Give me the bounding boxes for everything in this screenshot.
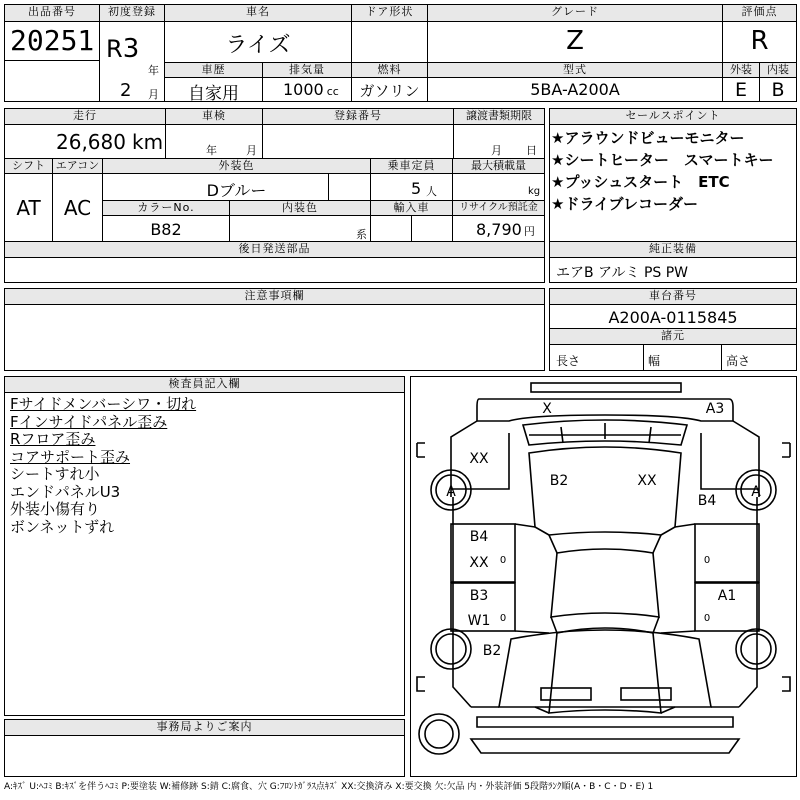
- max-load-header: 最大積載量: [453, 159, 544, 174]
- mark-right-rear-a1: A1: [717, 588, 737, 604]
- shift-header: シフト: [5, 159, 52, 174]
- inspector-note: Fインサイドパネル歪み: [10, 412, 168, 431]
- lot-no-value: 20251: [10, 24, 95, 57]
- inspector-note: Rフロア歪み: [10, 430, 96, 448]
- exterior-header: 外装: [723, 63, 759, 78]
- mileage-header: 走行: [5, 109, 165, 125]
- car-name-value: ライズ: [225, 33, 291, 58]
- aircon-header: エアコン: [53, 159, 102, 174]
- sales-point-item: ★プッシュスタート ETC: [551, 173, 730, 191]
- first-reg-era: R3: [106, 34, 140, 64]
- inspector-note: コアサポート歪み: [10, 447, 131, 466]
- fuel-value: ガソリン: [359, 82, 420, 100]
- exterior-grade: E: [734, 79, 747, 101]
- model-header: 型式: [428, 63, 722, 78]
- mark-zero: 0: [499, 555, 507, 566]
- reg-no-header: 登録番号: [263, 109, 453, 125]
- history-header: 車歴: [165, 63, 262, 78]
- sales-point-item: ★シートヒーター スマートキー: [551, 151, 774, 169]
- mark-top-x: X: [542, 401, 552, 417]
- sales-points-list: [551, 127, 797, 215]
- ext-color-value: Dブルー: [206, 181, 267, 200]
- lot-no-header: 出品番号: [5, 5, 99, 22]
- year-unit: 年: [148, 64, 159, 77]
- capacity-value: 5: [411, 179, 422, 198]
- later-parts-header: 後日発送部品: [5, 242, 544, 258]
- mark-left-door-b4: B4: [469, 529, 489, 545]
- mark-zero: 0: [703, 555, 711, 566]
- inspector-note: ボンネットずれ: [10, 517, 115, 536]
- chassis-value: A200A-0115845: [608, 308, 738, 327]
- grade-header: グレード: [428, 5, 722, 22]
- car-name-header: 車名: [165, 5, 351, 22]
- transfer-month-unit: 月: [491, 144, 502, 157]
- dim-width: 幅: [648, 354, 661, 368]
- insp-year-unit: 年: [206, 144, 217, 157]
- mark-left-door-xx: XX: [469, 555, 489, 571]
- rating-header: 評価点: [723, 5, 796, 22]
- transfer-doc-header: 譲渡書類期限: [454, 109, 544, 125]
- mark-hood-b2: B2: [549, 473, 569, 489]
- mark-left-rear-b3: B3: [469, 588, 489, 604]
- door-header: ドア形状: [352, 5, 427, 22]
- office-header: 事務局よりご案内: [5, 720, 404, 736]
- chassis-header: 車台番号: [550, 289, 796, 305]
- inspector-note: エンドパネルU3: [10, 482, 121, 501]
- inspection-header: 車検: [166, 109, 262, 125]
- mark-left-rear-b2: B2: [482, 643, 502, 659]
- color-no-header: カラーNo.: [103, 201, 229, 216]
- mark-wheel-right-front: A: [751, 484, 761, 500]
- month-unit: 月: [148, 88, 159, 101]
- genuine-header: 純正装備: [550, 242, 796, 258]
- mark-wheel-left-front: A: [446, 484, 456, 500]
- rating-value: R: [750, 26, 769, 56]
- transfer-day-unit: 日: [526, 144, 537, 157]
- notes-header: 注意事項欄: [5, 289, 544, 305]
- car-diagram-box: [410, 376, 797, 777]
- shift-value: AT: [16, 196, 41, 220]
- mark-right-front-b4: B4: [697, 493, 717, 509]
- first-reg-month: 2: [120, 80, 132, 101]
- mark-hood-xx: XX: [637, 473, 657, 489]
- recycle-header: リサイクル預託金: [453, 201, 544, 216]
- mark-zero: 0: [703, 613, 711, 624]
- inspector-note: Fサイドメンバーシワ・切れ: [10, 395, 197, 413]
- footer-legend: A:ｷｽﾞ U:ﾍｺﾐ B:ｷｽﾞを伴うﾍｺﾐ P:要塗装 W:補修跡 S:錆 C:腐食、穴 G:ﾌﾛﾝﾄｶﾞﾗｽ点ｷｽﾞ XX:交換済み X:要交換 欠:欠品 内・外装評価 5段階ﾗﾝｸ順(A・B・C・D・E) 1: [4, 782, 654, 792]
- mark-left-rear-w1: W1: [467, 613, 491, 629]
- int-color-unit: 系: [356, 228, 367, 241]
- inspector-notes: [10, 396, 400, 536]
- insp-month-unit: 月: [246, 144, 257, 157]
- aircon-value: AC: [63, 196, 92, 220]
- fuel-header: 燃料: [352, 63, 427, 78]
- sales-point-item: ★ドライブレコーダー: [551, 195, 698, 213]
- displacement-header: 排気量: [263, 63, 351, 78]
- inspector-note: 外装小傷有り: [10, 500, 101, 518]
- capacity-unit: 人: [426, 185, 437, 198]
- import-header: 輸入車: [371, 201, 452, 216]
- car-diagram: [411, 377, 796, 776]
- history-value: 自家用: [188, 84, 239, 104]
- ext-color-header: 外装色: [103, 159, 370, 174]
- recycle-value: 8,790 円: [476, 220, 535, 239]
- dim-height: 高さ: [726, 354, 751, 368]
- interior-header: 内装: [760, 63, 796, 78]
- inspector-note: シートすれ小: [10, 465, 100, 483]
- displacement-value: 1000 cc: [283, 80, 339, 99]
- color-no-value: B82: [150, 220, 182, 239]
- inspector-header: 検査員記入欄: [5, 377, 404, 393]
- model-value: 5BA-A200A: [530, 80, 620, 99]
- int-color-header: 内装色: [230, 201, 370, 216]
- mark-zero: 0: [499, 613, 507, 624]
- dim-length: 長さ: [556, 354, 581, 368]
- interior-grade: B: [771, 79, 785, 101]
- sales-point-item: ★アラウンドビューモニター: [551, 129, 745, 147]
- sales-points-header: セールスポイント: [550, 109, 796, 125]
- first-reg-header: 初度登録: [100, 5, 164, 22]
- grade-value: Z: [566, 26, 584, 56]
- mileage-value: 26,680 km: [56, 130, 164, 154]
- mark-left-front-xx: XX: [469, 451, 489, 467]
- mark-top-right: A3: [705, 401, 725, 417]
- genuine-value: エアB アルミ PS PW: [556, 265, 689, 281]
- dimensions-header: 諸元: [550, 329, 796, 345]
- capacity-header: 乗車定員: [371, 159, 452, 174]
- max-load-unit: kg: [528, 186, 541, 197]
